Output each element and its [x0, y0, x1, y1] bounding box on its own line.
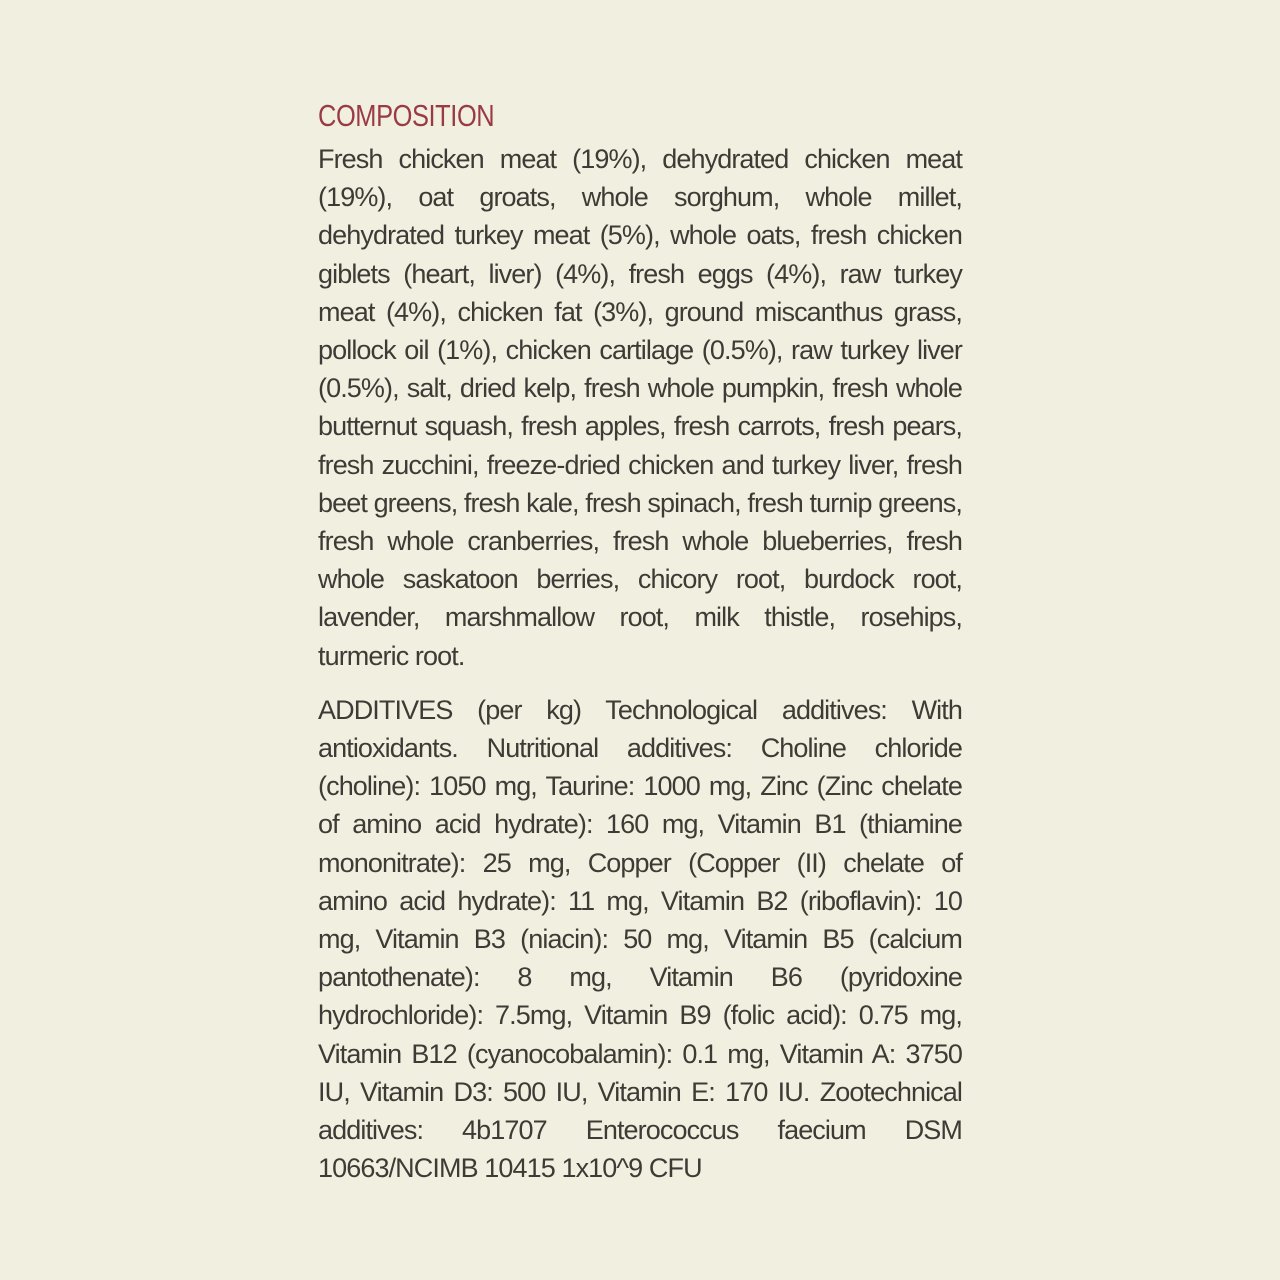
- additives-text: ADDITIVES (per kg) Technological additives: With antioxidants. Nutritional additives: Choline chloride (choline): 1050 mg, Taurine: 1000 mg, Zinc (Zinc chelate of amino acid hydrate): 160 mg, Vitamin B1 (thiamine mononitrate): 25 mg, Copper (Copper (II) chelate of amino acid hydrate): 11 mg, Vitamin B2 (riboflavin): 10 mg, Vitamin B3 (niacin): 50 mg, Vitamin B5 (calcium pantothenate): 8 mg, Vitamin B6 (pyridoxine hydrochloride): 7.5mg, Vitamin B9 (folic acid): 0.75 mg, Vitamin B12 (cyanocobalamin): 0.1 mg, Vitamin A: 3750 IU, Vitamin D3: 500 IU, Vitamin E: 170 IU. Zootechnical additives: 4b1707 Enterococcus faecium DSM 10663/NCIMB 10415 1x10^9 CFU: [318, 694, 962, 1184]
- ingredients-panel: [318, 94, 962, 1187]
- composition-heading: COMPOSITION: [318, 98, 495, 133]
- composition-text: Fresh chicken meat (19%), dehydrated chicken meat (19%), oat groats, whole sorghum, whole millet, dehydrated turkey meat (5%), whole oats, fresh chicken giblets (heart, liver) (4%), fresh eggs (4%), raw turkey meat (4%), chicken fat (3%), ground miscanthus grass, pollock oil (1%), chicken cartilage (0.5%), raw turkey liver (0.5%), salt, dried kelp, fresh whole pumpkin, fresh whole butternut squash, fresh apples, fresh carrots, fresh pears, fresh zucchini, freeze-dried chicken and turkey liver, fresh beet greens, fresh kale, fresh spinach, fresh turnip greens, fresh whole cranberries, fresh whole blueberries, fresh whole saskatoon berries, chicory root, burdock root, lavender, marshmallow root, milk thistle, rosehips, turmeric root.: [318, 144, 962, 671]
